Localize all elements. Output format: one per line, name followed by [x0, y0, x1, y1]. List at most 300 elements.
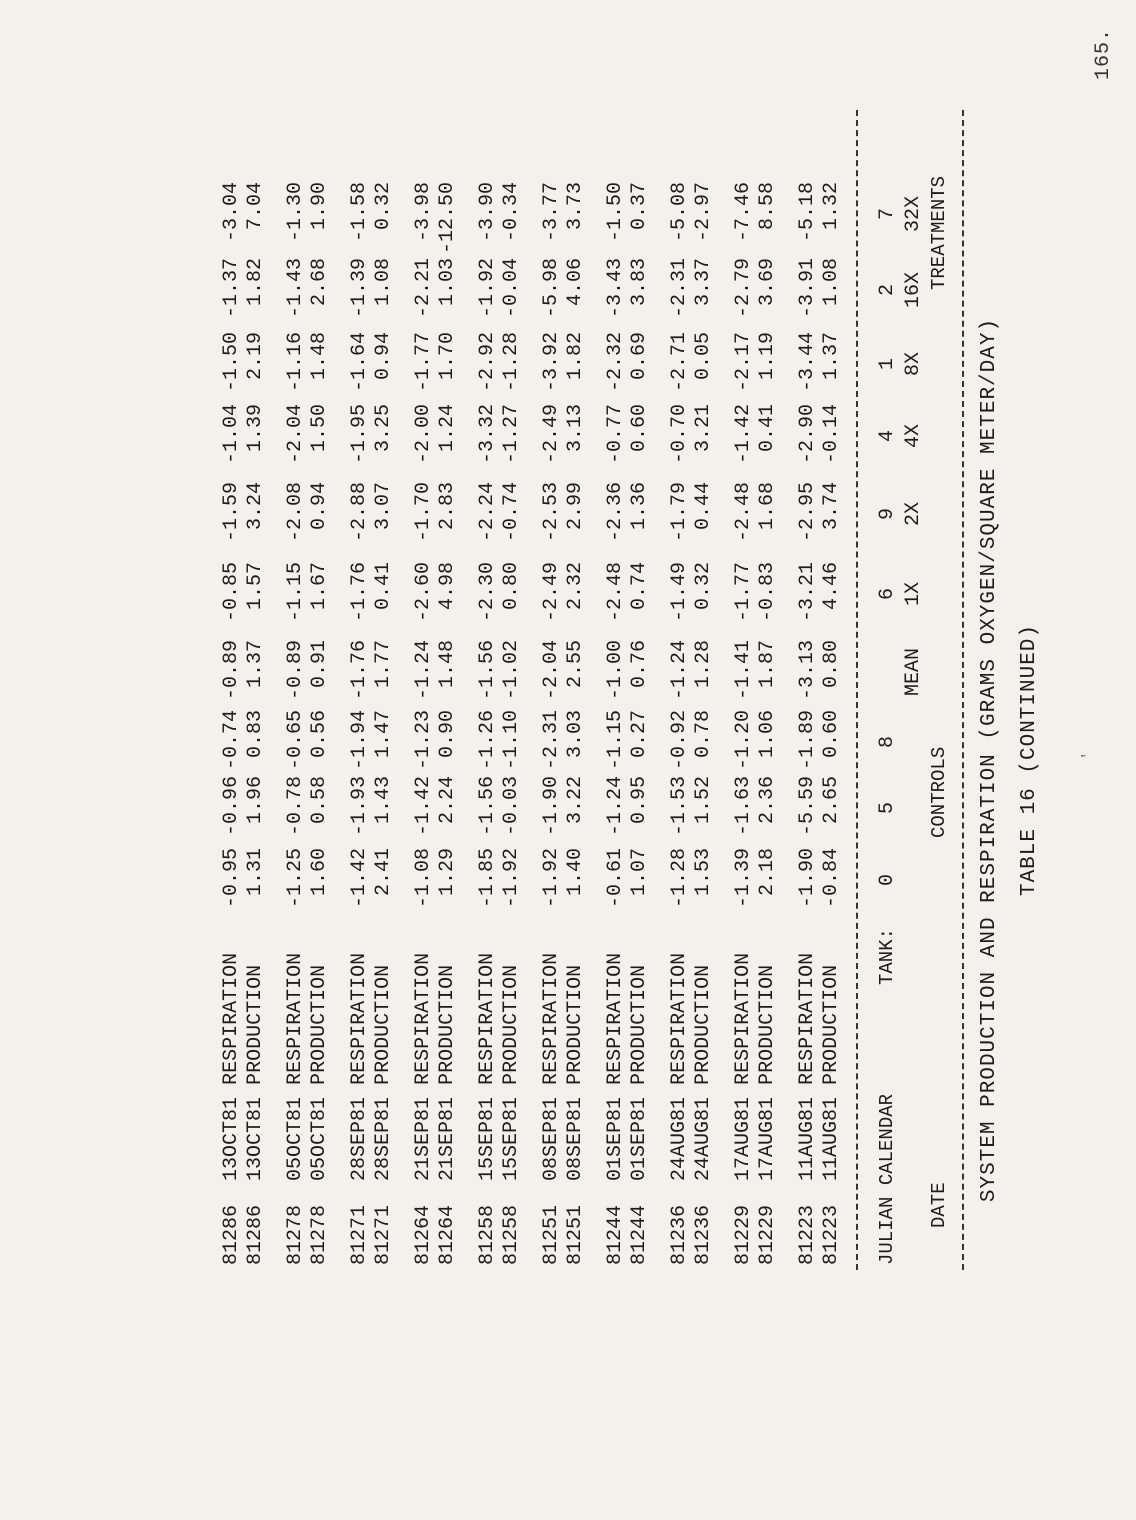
table-cell: 3.03 — [564, 710, 587, 759]
table-cell: -1.39 — [348, 258, 371, 319]
table-cell: -2.31 — [540, 710, 563, 771]
row-type: PRODUCTION — [756, 964, 779, 1085]
table-cell: -1.50 — [604, 182, 627, 243]
table-cell: 1.03 — [436, 258, 459, 307]
table-cell: 0.90 — [436, 710, 459, 759]
table-cell: -1.04 — [220, 404, 243, 465]
table-cell: 0.69 — [628, 332, 651, 381]
table-cell: 0.41 — [372, 562, 395, 611]
table-cell: -1.92 — [476, 258, 499, 319]
table-cell: -1.90 — [796, 848, 819, 909]
table-cell: 0.60 — [820, 710, 843, 759]
tank-number: 9 — [876, 508, 899, 521]
julian-date: 81258 — [500, 1204, 523, 1265]
tank-number: 0 — [876, 874, 899, 887]
table-row-label — [820, 965, 843, 1265]
date-header: DATE — [928, 1182, 950, 1228]
table-cell: -1.16 — [284, 332, 307, 393]
calendar-date: 01SEP81 — [628, 1096, 651, 1181]
table-row-label — [220, 953, 243, 1265]
table-cell: -2.04 — [284, 404, 307, 465]
table-cell: 1.47 — [372, 710, 395, 759]
table-cell: 0.60 — [628, 404, 651, 453]
julian-date: 81244 — [628, 1204, 651, 1265]
table-cell: -5.59 — [796, 776, 819, 837]
table-row-label — [436, 965, 459, 1265]
calendar-date: 21SEP81 — [412, 1096, 435, 1181]
table-row-label — [348, 953, 371, 1265]
table-cell: -0.77 — [604, 404, 627, 465]
table-cell: -1.41 — [732, 640, 755, 701]
table-cell: -2.31 — [668, 258, 691, 319]
table-cell: 0.58 — [308, 776, 331, 825]
table-row-label — [732, 953, 755, 1265]
calendar-date: 11AUG81 — [796, 1096, 819, 1181]
table-cell: -3.04 — [220, 182, 243, 243]
julian-date: 81223 — [796, 1204, 819, 1265]
table-cell: 0.37 — [628, 182, 651, 231]
table-row-label — [308, 965, 331, 1265]
calendar-date: 11AUG81 — [820, 1096, 843, 1181]
table-cell: -2.79 — [732, 258, 755, 319]
table-cell: 1.24 — [436, 404, 459, 453]
table-cell: -1.42 — [348, 848, 371, 909]
table-cell: -1.92 — [500, 848, 523, 909]
table-cell: -1.24 — [668, 640, 691, 701]
table-cell: 0.91 — [308, 640, 331, 689]
table-cell: 2.65 — [820, 776, 843, 825]
table-cell: -0.92 — [668, 710, 691, 771]
column-name: 4X — [902, 424, 925, 449]
table-cell: -1.58 — [348, 182, 371, 243]
table-cell: -5.18 — [796, 182, 819, 243]
table-cell: 0.05 — [692, 332, 715, 381]
table-cell: 2.36 — [756, 776, 779, 825]
table-cell: -2.71 — [668, 332, 691, 393]
table-cell: -1.89 — [796, 710, 819, 771]
table-row-label — [628, 965, 651, 1265]
table-cell: 1.48 — [436, 640, 459, 689]
tank-number: 7 — [876, 208, 899, 221]
calendar-date: 17AUG81 — [732, 1096, 755, 1181]
row-type: PRODUCTION — [820, 964, 843, 1085]
table-cell: 0.32 — [372, 182, 395, 231]
column-name: 1X — [902, 582, 925, 607]
table-cell: -1.20 — [732, 710, 755, 771]
julian-date: 81286 — [244, 1204, 267, 1265]
table-cell: 3.69 — [756, 258, 779, 307]
table-row-label — [244, 965, 267, 1265]
table-cell: -3.32 — [476, 404, 499, 465]
row-type: RESPIRATION — [668, 952, 691, 1085]
table-row-label — [284, 953, 307, 1265]
table-cell: 0.76 — [628, 640, 651, 689]
table-cell: 3.21 — [692, 404, 715, 453]
row-type: RESPIRATION — [348, 952, 371, 1085]
table-cell: -2.36 — [604, 482, 627, 543]
table-cell: -0.65 — [284, 710, 307, 771]
table-cell: 2.55 — [564, 640, 587, 689]
table-cell: 1.50 — [308, 404, 331, 453]
calendar-date: 24AUG81 — [692, 1096, 715, 1181]
table-cell: -1.63 — [732, 776, 755, 837]
table-cell: -3.44 — [796, 332, 819, 393]
table-cell: -1.76 — [348, 640, 371, 701]
table-cell: 1.67 — [308, 562, 331, 611]
row-type: PRODUCTION — [500, 964, 523, 1085]
table-cell: -2.48 — [604, 562, 627, 623]
table-cell: -0.14 — [820, 404, 843, 465]
row-type: PRODUCTION — [436, 964, 459, 1085]
table-cell: -1.28 — [668, 848, 691, 909]
table-cell: -1.30 — [284, 182, 307, 243]
table-cell: -2.04 — [540, 640, 563, 701]
row-type: RESPIRATION — [476, 952, 499, 1085]
table-cell: -0.89 — [220, 640, 243, 701]
table-cell: 1.57 — [244, 562, 267, 611]
table-cell: 1.07 — [628, 848, 651, 897]
julian-date: 81271 — [372, 1204, 395, 1265]
table-cell: 0.74 — [628, 562, 651, 611]
table-cell: -5.98 — [540, 258, 563, 319]
julian-date: 81278 — [284, 1204, 307, 1265]
table-cell: -1.53 — [668, 776, 691, 837]
table-cell: 4.46 — [820, 562, 843, 611]
table-cell: 0.83 — [244, 710, 267, 759]
table-cell: 1.82 — [244, 258, 267, 307]
table-cell: 1.37 — [244, 640, 267, 689]
table-cell: -1.37 — [220, 258, 243, 319]
table-cell: 1.68 — [756, 482, 779, 531]
table-cell: 2.18 — [756, 848, 779, 897]
table-cell: 1.19 — [756, 332, 779, 381]
table-cell: 1.29 — [436, 848, 459, 897]
calendar-date: 13OCT81 — [220, 1096, 243, 1181]
tank-number: 1 — [876, 358, 899, 371]
table-cell: 2.99 — [564, 482, 587, 531]
table-cell: -3.92 — [540, 332, 563, 393]
table-cell: -0.70 — [668, 404, 691, 465]
table-cell: 1.43 — [372, 776, 395, 825]
table-cell: -2.48 — [732, 482, 755, 543]
julian-calendar-header: JULIAN CALENDAR — [876, 1093, 898, 1265]
table-cell: -2.97 — [692, 182, 715, 243]
table-cell: -1.26 — [476, 710, 499, 771]
table-cell: -1.95 — [348, 404, 371, 465]
table-cell: -0.04 — [500, 258, 523, 319]
julian-date: 81236 — [692, 1204, 715, 1265]
table-cell: -1.77 — [412, 332, 435, 393]
table-cell: -7.46 — [732, 182, 755, 243]
table-cell: 3.25 — [372, 404, 395, 453]
table-cell: 4.06 — [564, 258, 587, 307]
table-cell: 3.07 — [372, 482, 395, 531]
table-cell: -2.24 — [476, 482, 499, 543]
table-cell: -1.77 — [732, 562, 755, 623]
table-cell: -1.39 — [732, 848, 755, 909]
julian-date: 81244 — [604, 1204, 627, 1265]
calendar-date: 28SEP81 — [372, 1096, 395, 1181]
julian-date: 81236 — [668, 1204, 691, 1265]
table-cell: -0.95 — [220, 848, 243, 909]
table-cell: -1.27 — [500, 404, 523, 465]
table-cell: -1.94 — [348, 710, 371, 771]
table-cell: -0.84 — [820, 848, 843, 909]
julian-date: 81286 — [220, 1204, 243, 1265]
row-type: RESPIRATION — [796, 952, 819, 1085]
table-cell: 1.48 — [308, 332, 331, 381]
table-cell: 0.41 — [756, 404, 779, 453]
table-cell: 0.95 — [628, 776, 651, 825]
controls-header: CONTROLS — [928, 746, 950, 838]
table-cell: 1.06 — [756, 710, 779, 759]
table-cell: -1.93 — [348, 776, 371, 837]
table-cell: -2.49 — [540, 404, 563, 465]
julian-date: 81264 — [436, 1204, 459, 1265]
tank-number: 5 — [876, 802, 899, 815]
table-cell: -3.13 — [796, 640, 819, 701]
calendar-date: 13OCT81 — [244, 1096, 267, 1181]
table-row-label — [668, 953, 691, 1265]
column-name: 2X — [902, 502, 925, 527]
table-cell: -1.15 — [604, 710, 627, 771]
table-row-label — [476, 953, 499, 1265]
table-cell: 3.13 — [564, 404, 587, 453]
table-cell: -3.77 — [540, 182, 563, 243]
table-cell: 3.73 — [564, 182, 587, 231]
table-cell: -1.23 — [412, 710, 435, 771]
table-cell: -3.91 — [796, 258, 819, 319]
calendar-date: 01SEP81 — [604, 1096, 627, 1181]
table-cell: 0.80 — [500, 562, 523, 611]
row-type: PRODUCTION — [244, 964, 267, 1085]
table-cell: 1.36 — [628, 482, 651, 531]
calendar-date: 15SEP81 — [500, 1096, 523, 1181]
row-type: PRODUCTION — [372, 964, 395, 1085]
table-cell: -2.49 — [540, 562, 563, 623]
table-cell: -1.64 — [348, 332, 371, 393]
table-cell: 2.32 — [564, 562, 587, 611]
row-type: PRODUCTION — [692, 964, 715, 1085]
table-cell: 0.44 — [692, 482, 715, 531]
table-cell: 2.68 — [308, 258, 331, 307]
calendar-date: 15SEP81 — [476, 1096, 499, 1181]
table-cell: 1.70 — [436, 332, 459, 381]
row-type: RESPIRATION — [220, 952, 243, 1085]
table-row-label — [500, 965, 523, 1265]
table-cell: -0.78 — [284, 776, 307, 837]
calendar-date: 24AUG81 — [668, 1096, 691, 1181]
julian-date: 81223 — [820, 1204, 843, 1265]
table-cell: -3.43 — [604, 258, 627, 319]
julian-date: 81251 — [540, 1204, 563, 1265]
julian-date: 81278 — [308, 1204, 331, 1265]
table-cell: -2.21 — [412, 258, 435, 319]
table-cell: -1.42 — [412, 776, 435, 837]
table-cell: -1.56 — [476, 776, 499, 837]
table-cell: -0.85 — [220, 562, 243, 623]
table-cell: -0.96 — [220, 776, 243, 837]
table-cell: -2.08 — [284, 482, 307, 543]
table-cell: 1.08 — [372, 258, 395, 307]
column-name: 32X — [902, 196, 925, 233]
table-row-label — [756, 965, 779, 1265]
row-type: PRODUCTION — [564, 964, 587, 1085]
page-mark: ' — [1080, 751, 1096, 760]
julian-date: 81258 — [476, 1204, 499, 1265]
table-cell: 2.19 — [244, 332, 267, 381]
julian-date: 81251 — [564, 1204, 587, 1265]
table-cell: 0.80 — [820, 640, 843, 689]
row-type: RESPIRATION — [284, 952, 307, 1085]
table-cell: -0.03 — [500, 776, 523, 837]
row-type: RESPIRATION — [732, 952, 755, 1085]
column-name: 16X — [902, 272, 925, 309]
table-subtitle: SYSTEM PRODUCTION AND RESPIRATION (GRAMS OXYGEN/SQUARE METER/DAY) — [978, 317, 1001, 1203]
julian-date: 81229 — [756, 1204, 779, 1265]
table-cell: -1.02 — [500, 640, 523, 701]
julian-date: 81229 — [732, 1204, 755, 1265]
table-cell: -5.08 — [668, 182, 691, 243]
calendar-date: 17AUG81 — [756, 1096, 779, 1181]
table-cell: 1.32 — [820, 182, 843, 231]
tank-number: 2 — [876, 284, 899, 297]
julian-date: 81264 — [412, 1204, 435, 1265]
table-title: TABLE 16 (CONTINUED) — [1018, 623, 1041, 897]
table-cell: 8.58 — [756, 182, 779, 231]
table-cell: 0.56 — [308, 710, 331, 759]
table-cell: -1.42 — [732, 404, 755, 465]
table-cell: -1.10 — [500, 710, 523, 771]
table-cell: -2.92 — [476, 332, 499, 393]
column-name: MEAN — [902, 648, 925, 697]
table-cell: -1.56 — [476, 640, 499, 701]
table-cell: 1.28 — [692, 640, 715, 689]
top-divider — [962, 110, 964, 1270]
table-cell: 1.77 — [372, 640, 395, 689]
table-cell: 3.37 — [692, 258, 715, 307]
table-cell: 1.53 — [692, 848, 715, 897]
table-cell: -2.00 — [412, 404, 435, 465]
table-cell: -1.59 — [220, 482, 243, 543]
table-cell: 1.31 — [244, 848, 267, 897]
table-cell: -1.76 — [348, 562, 371, 623]
table-cell: -3.98 — [412, 182, 435, 243]
table-cell: -2.32 — [604, 332, 627, 393]
table-row-label — [604, 953, 627, 1265]
table-cell: 0.78 — [692, 710, 715, 759]
tank-label: TANK: — [876, 927, 898, 985]
table-cell: -1.49 — [668, 562, 691, 623]
table-cell: -1.08 — [412, 848, 435, 909]
table-cell: -1.70 — [412, 482, 435, 543]
table-cell: 0.27 — [628, 710, 651, 759]
table-cell: -3.90 — [476, 182, 499, 243]
table-cell: -0.74 — [220, 710, 243, 771]
table-cell: -1.90 — [540, 776, 563, 837]
tank-number: 8 — [876, 736, 899, 749]
table-cell: -1.15 — [284, 562, 307, 623]
row-type: PRODUCTION — [628, 964, 651, 1085]
table-cell: -0.61 — [604, 848, 627, 909]
table-cell: 3.22 — [564, 776, 587, 825]
calendar-date: 28SEP81 — [348, 1096, 371, 1181]
julian-date: 81271 — [348, 1204, 371, 1265]
table-cell: -1.92 — [540, 848, 563, 909]
table-cell: 2.41 — [372, 848, 395, 897]
table-cell: -2.17 — [732, 332, 755, 393]
row-type: PRODUCTION — [308, 964, 331, 1085]
calendar-date: 08SEP81 — [564, 1096, 587, 1181]
table-cell: 3.83 — [628, 258, 651, 307]
table-cell: -1.25 — [284, 848, 307, 909]
table-cell: -2.95 — [796, 482, 819, 543]
calendar-date: 05OCT81 — [284, 1096, 307, 1181]
table-row-label — [796, 953, 819, 1265]
table-cell: -0.74 — [500, 482, 523, 543]
table-cell: 3.24 — [244, 482, 267, 531]
table-row-label — [564, 965, 587, 1265]
table-cell: -1.00 — [604, 640, 627, 701]
table-row-label — [540, 953, 563, 1265]
table-row-label — [372, 965, 395, 1265]
table-cell: -2.53 — [540, 482, 563, 543]
table-cell: 1.52 — [692, 776, 715, 825]
table-cell: -0.89 — [284, 640, 307, 701]
column-name: 8X — [902, 352, 925, 377]
table-cell: -0.34 — [500, 182, 523, 243]
table-cell: 3.74 — [820, 482, 843, 531]
table-cell: -2.90 — [796, 404, 819, 465]
table-cell: -1.28 — [500, 332, 523, 393]
table-cell: 0.94 — [372, 332, 395, 381]
table-cell: 1.82 — [564, 332, 587, 381]
table-cell: -1.85 — [476, 848, 499, 909]
table-cell: 7.04 — [244, 182, 267, 231]
table-cell: -2.30 — [476, 562, 499, 623]
tank-number: 6 — [876, 588, 899, 601]
table-cell: 2.83 — [436, 482, 459, 531]
row-type: RESPIRATION — [604, 952, 627, 1085]
table-cell: 1.37 — [820, 332, 843, 381]
table-cell: -2.88 — [348, 482, 371, 543]
tank-number: 4 — [876, 430, 899, 443]
table-row-label — [412, 953, 435, 1265]
table-cell: -12.50 — [436, 182, 459, 255]
header-divider — [856, 110, 858, 1270]
row-type: RESPIRATION — [540, 952, 563, 1085]
table-cell: -1.50 — [220, 332, 243, 393]
page-number: 165. — [1092, 27, 1115, 80]
table-cell: 0.32 — [692, 562, 715, 611]
table-cell: -3.21 — [796, 562, 819, 623]
table-row-label — [692, 965, 715, 1265]
table-cell: 1.96 — [244, 776, 267, 825]
table-cell: 4.98 — [436, 562, 459, 611]
table-cell: 1.87 — [756, 640, 779, 689]
table-cell: -0.83 — [756, 562, 779, 623]
table-cell: 1.60 — [308, 848, 331, 897]
table-cell: 1.08 — [820, 258, 843, 307]
table-cell: -1.24 — [604, 776, 627, 837]
table-cell: -1.79 — [668, 482, 691, 543]
table-cell: 1.39 — [244, 404, 267, 453]
table-cell: 0.94 — [308, 482, 331, 531]
table-cell: 1.40 — [564, 848, 587, 897]
calendar-date: 21SEP81 — [436, 1096, 459, 1181]
table-cell: -2.60 — [412, 562, 435, 623]
table-cell: -1.43 — [284, 258, 307, 319]
